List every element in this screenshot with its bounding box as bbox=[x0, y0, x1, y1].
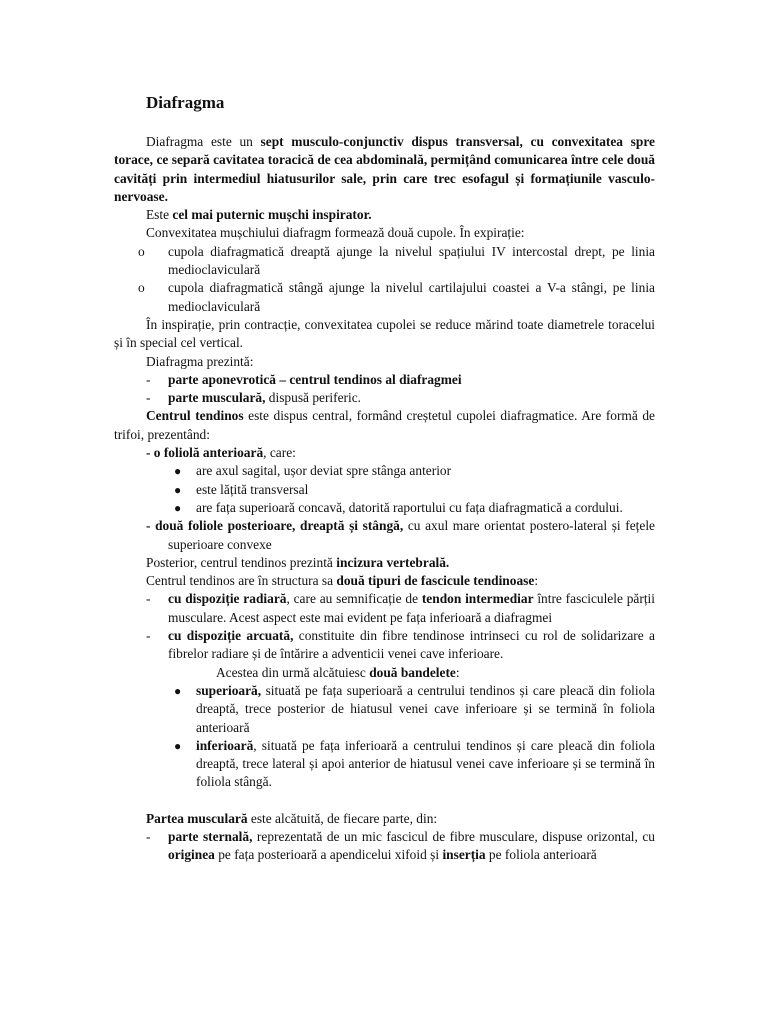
text: : bbox=[534, 573, 539, 589]
list-item-text bbox=[168, 627, 655, 664]
bold-text: parte musculară, bbox=[168, 390, 266, 406]
text: : bbox=[455, 664, 460, 680]
text: Centrul tendinos are în structura sa bbox=[146, 573, 337, 589]
paragraph-inspirator bbox=[114, 206, 655, 224]
text: dispusă periferic. bbox=[265, 390, 362, 406]
paragraph-cupole: Convexitatea mușchiului diafragm formează două cupole. În expirație: bbox=[146, 225, 525, 241]
bold-text: cu dispoziție arcuată, bbox=[168, 628, 294, 644]
list-item-text: parte aponevrotică – centrul tendinos al diafragmei bbox=[168, 371, 462, 387]
bold-text: cu dispoziție radiară bbox=[168, 591, 287, 607]
paragraph-incizura bbox=[114, 554, 655, 572]
list-item bbox=[114, 389, 655, 407]
list-item-text: are axul sagital, ușor deviat spre stânga anterior bbox=[196, 463, 452, 479]
list-item-text: este lățită transversal bbox=[196, 481, 309, 497]
list-item bbox=[114, 279, 655, 316]
text: Acestea din urmă alcătuiesc bbox=[216, 664, 370, 680]
bold-text: inferioară bbox=[196, 737, 254, 753]
page-title: Diafragma bbox=[146, 93, 225, 112]
list-item-text bbox=[168, 389, 655, 407]
list-item-text bbox=[168, 590, 655, 627]
list-item bbox=[114, 590, 655, 627]
bold-text: Centrul tendinos bbox=[146, 408, 244, 424]
text: pe foliola anterioară bbox=[485, 847, 597, 863]
list-item bbox=[114, 627, 655, 664]
paragraph-foliola-anterioara bbox=[114, 444, 655, 462]
paragraph-partea-musculara bbox=[114, 810, 655, 828]
document-body bbox=[114, 133, 655, 865]
text: Posterior, centrul tendinos prezintă bbox=[146, 554, 337, 570]
paragraph-bandelete bbox=[114, 664, 655, 682]
bold-text: inserția bbox=[442, 847, 486, 863]
text: este alcătuită, de fiecare parte, din: bbox=[247, 810, 438, 826]
dash-bullet-icon: - bbox=[146, 591, 151, 607]
text: Diafragma este un bbox=[146, 134, 261, 149]
list-item bbox=[114, 499, 655, 517]
list-item-text: cupola diafragmatică dreaptă ajunge la nivelul spațiului IV intercostal drept, pe linia medioclaviculară bbox=[168, 243, 655, 278]
dash-bullet-icon: - bbox=[146, 828, 151, 844]
bold-text: originea bbox=[168, 847, 215, 863]
list-item bbox=[114, 828, 655, 865]
paragraph-prezinta: Diafragma prezintă: bbox=[146, 353, 254, 369]
bullet-icon: ● bbox=[174, 500, 182, 515]
text: constituite din fibre tendinose intrinseci cu rol de solidarizare a fibrelor radiare și de întărire a adventicii venei cave inferioare. bbox=[168, 628, 655, 662]
intro-paragraph bbox=[114, 133, 655, 206]
paragraph-centrul-tendinos bbox=[114, 407, 655, 444]
bold-text: incizura vertebrală. bbox=[336, 554, 450, 570]
bold-text: parte sternală, bbox=[168, 828, 253, 844]
paragraph-foliole-posterioare bbox=[114, 517, 655, 554]
list-item bbox=[114, 682, 655, 737]
bold-text: două tipuri de fascicule tendinoase bbox=[336, 573, 535, 589]
bullet-icon: ● bbox=[174, 464, 182, 479]
list-item-text bbox=[196, 737, 655, 792]
list-item bbox=[114, 243, 655, 280]
bold-text: - două foliole posterioare, dreaptă și stângă, bbox=[146, 518, 404, 534]
spacer bbox=[114, 792, 655, 810]
circle-bullet-icon: o bbox=[138, 243, 145, 259]
bullet-icon: ● bbox=[174, 482, 182, 497]
list-item bbox=[114, 462, 655, 480]
dash-bullet-icon: - bbox=[146, 390, 151, 406]
bold-text: - o foliolă anterioară bbox=[146, 445, 264, 461]
paragraph-fascicule bbox=[114, 572, 655, 590]
bold-text: două bandelete bbox=[369, 664, 456, 680]
bullet-icon: ● bbox=[174, 738, 182, 753]
bold-text: Partea musculară bbox=[146, 810, 248, 826]
list-item-text bbox=[168, 828, 655, 865]
text: pe fața posterioară a apendicelui xifoid și bbox=[214, 847, 443, 863]
text: cu axul mare orientat postero-lateral și fețele superioare convexe bbox=[168, 518, 655, 552]
text: , care: bbox=[263, 445, 296, 461]
bold-text: sept musculo-conjunctiv dispus transversal, cu convexitatea spre torace, ce separă cavitatea toracică de cea abdominală, permițând comunicarea între cele două cavități prin intermediul hiatusurilor sale, prin care trec esofagul și formațiunile vasculo-nervoase. bbox=[114, 134, 655, 204]
text: Este bbox=[146, 207, 173, 223]
list-item-text: are fața superioară concavă, datorită raportului cu fața diafragmatică a cordului. bbox=[196, 499, 623, 515]
bold-text: cel mai puternic mușchi inspirator. bbox=[172, 207, 372, 223]
list-item-text: cupola diafragmatică stângă ajunge la nivelul cartilajului coastei a V-a stângi, pe linia medioclaviculară bbox=[168, 280, 655, 314]
dash-bullet-icon: - bbox=[146, 628, 151, 644]
text: între fasciculele părții musculare. Acest aspect este mai evident pe fața inferioară a diafragmei bbox=[168, 591, 655, 625]
text: reprezentată de un mic fascicul de fibre musculare, dispuse orizontal, cu bbox=[252, 828, 655, 844]
bullet-icon: ● bbox=[174, 683, 182, 698]
list-item bbox=[114, 737, 655, 792]
dash-bullet-icon: - bbox=[146, 371, 151, 387]
text: , situată pe fața inferioară a centrului tendinos și care pleacă din foliola dreaptă, trece lateral și apoi anterior de hiatusul venei cave inferioare și se termină în foliola stângă. bbox=[196, 737, 655, 790]
text: , care au semnificație de bbox=[286, 591, 422, 607]
text: este dispus central, formând creștetul cupolei diafragmatice. Are formă de trifoi, prezentând: bbox=[114, 408, 655, 442]
circle-bullet-icon: o bbox=[138, 280, 145, 296]
text: situată pe fața superioară a centrului tendinos și care pleacă din foliola dreaptă, trece posterior de hiatusul venei cave inferioare și se termină în foliola anterioară bbox=[196, 682, 655, 735]
list-item bbox=[114, 371, 655, 389]
list-item-text bbox=[196, 682, 655, 737]
paragraph-inspiratie: În inspirație, prin contracție, convexitatea cupolei se reduce mărind toate diametrele toracelui și în special cel vertical. bbox=[114, 316, 655, 351]
bold-text: tendon intermediar bbox=[421, 591, 534, 607]
list-item bbox=[114, 481, 655, 499]
bold-text: superioară, bbox=[196, 682, 262, 698]
